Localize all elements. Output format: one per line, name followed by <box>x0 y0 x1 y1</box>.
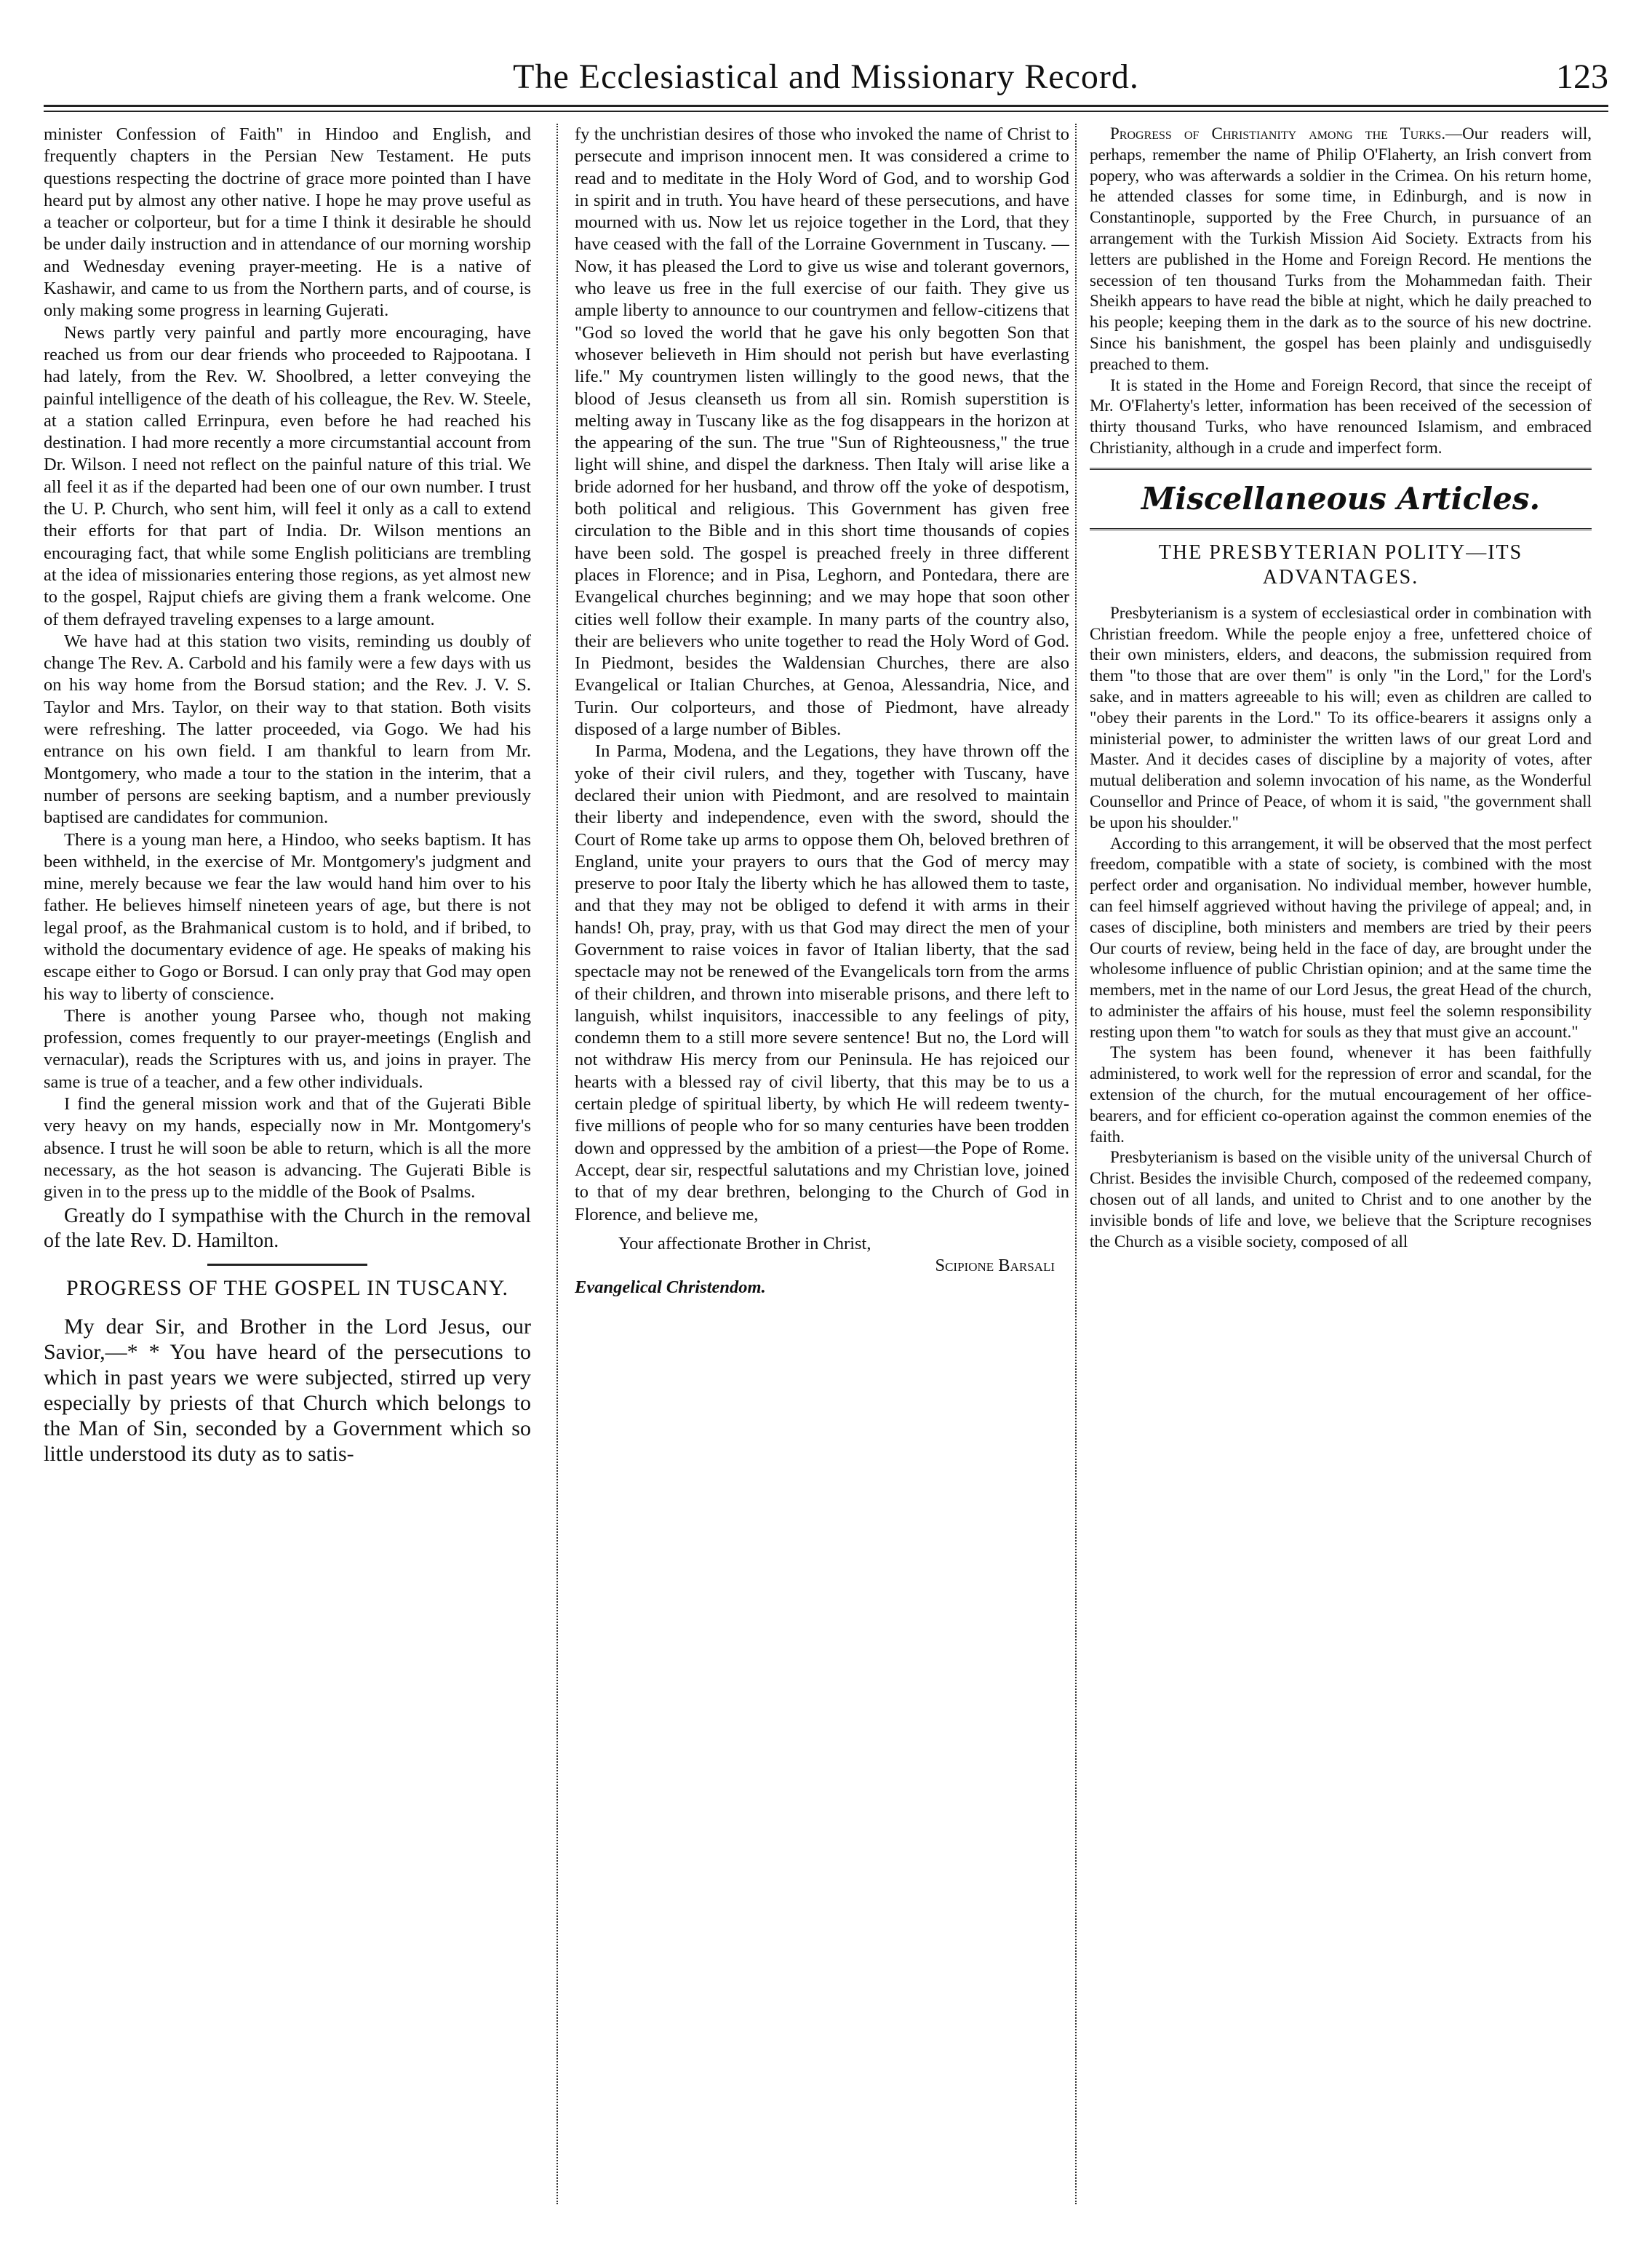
column-divider <box>1075 124 1077 2204</box>
section-heading: Miscellaneous Articles. <box>1141 480 1541 517</box>
column-3 <box>1090 124 1592 2204</box>
paragraph: There is another young Parsee who, though not making profession, comes frequently to our prayer-meetings (English and vernacular), reads the Scriptures with us, and joins in prayer. The same is true of a teacher, and a few other individuals. <box>44 1005 531 1092</box>
paragraph: The system has been found, whenever it has been faithfully administered, to work well for the repression of error and scandal, for the extension of the church, for the mutual encouragement of her office-bearers, and for efficient co-operation against the common enemies of the faith. <box>1090 1043 1592 1146</box>
letter-signatory: Scipione Barsali <box>935 1256 1055 1276</box>
article-run-in-head: Progress of Christianity among the Turks. <box>1110 124 1446 143</box>
paragraph: I find the general mission work and that of the Gujerati Bible very heavy on my hands, especially now in Mr. Montgomery's absence. I trust he will soon be able to return, which is all the more necessary, as the hot season is advancing. The Gujerati Bible is given in to the press up to the middle of the Book of Psalms. <box>44 1094 531 1203</box>
paragraph: Presbyterianism is based on the visible unity of the universal Church of Christ. Besides the invisible Church, composed of the redeemed company, chosen out of all lands, and united to Christ and to one another by the invisible bonds of life and love, we believe that the Scripture recognises the Church as a visible society, composed of all <box>1090 1148 1592 1251</box>
paragraph: It is stated in the Home and Foreign Record, that since the receipt of Mr. O'Flaherty's letter, information has been received of the secession of thirty thousand Turks, who have renounced Islamism, and embraced Christianity, although in a crude and imperfect form. <box>1090 375 1592 457</box>
header-rule-thin <box>44 111 1608 112</box>
page-number: 123 <box>1556 57 1608 96</box>
paragraph: There is a young man here, a Hindoo, who seeks baptism. It has been withheld, in the exercise of Mr. Montgomery's judgment and mine, merely because we fear the law would hand him over to his father. He believes himself nineteen years of age, but there is not legal proof, as the Brahmanical custom is to hold, and if bribed, to withold the documentary evidence of age. He speaks of making his escape either to Gogo or Borsud. I can only pray that God may open his way to liberty of conscience. <box>44 829 531 1004</box>
letter-closing: Your affectionate Brother in Christ, <box>618 1233 871 1253</box>
paragraph: fy the unchristian desires of those who invoked the name of Christ to persecute and imprison innocent men. It was considered a crime to read and to meditate in the Holy Word of God, and to worship God in spirit and in truth. You have heard of these persecutions, and have mourned with us. Now let us rejoice together in the Lord, that they have ceased with the fall of the Lorraine Government in Tuscany. —Now, it has pleased the Lord to give us wise and tolerant governors, who leave us free in the full exercise of our faith. They give us ample liberty to announce to our countrymen and fellow-citizens that "God so loved the world that he gave his only begotten Son that whosever believeth in Him should not perish but have everlasting life." My countrymen listen willingly to the good news, that the blood of Jesus cleanseth us from all sin. Romish superstition is melting away in Tuscany like as the fog disappears in the horizon at the appearing of the sun. The true "Sun of Righteousness," the true light will shine, and dispel the darkness. Then Italy will arise like a bride adorned for her husband, and throw off the yoke of despotism, both political and religious. This Government has given free circulation to the Bible and in this short time thousands of copies have been sold. The gospel is preached freely in three different places in Florence; and in Pisa, Leghorn, and Pontedara, there are Evangelical churches beginning; and we may hope that soon other cities well follow their example. In many parts of the country also, their are believers who unite together to read the Holy Word of God. In Piedmont, besides the Waldensian Churches, there are also Evangelical or Italian Churches, at Genoa, Alessandria, Nice, and Turin. Our colporteurs, and those of Piedmont, have already disposed of a large number of Bibles. <box>575 124 1069 740</box>
article-title: THE PRESBYTERIAN POLITY—ITS ADVANTAGES. <box>1158 541 1523 589</box>
section-heading: PROGRESS OF THE GOSPEL IN TUSCANY. <box>65 1275 508 1300</box>
column-divider <box>556 124 558 2204</box>
column-2 <box>575 124 1069 2204</box>
paragraph: In Parma, Modena, and the Legations, they have thrown off the yoke of their civil rulers, and they, together with Tuscany, have declared their union with Piedmont, and are resolved to maintain their liberty and independence, even with the sword, should the Court of Rome take up arms to oppose them Oh, beloved brethren of England, unite your prayers to ours that the God of mercy may preserve to poor Italy the liberty which he has allowed them to taste, and that they may not be obliged to defend it with arms in their hands! Oh, pray, pray, with us that God may direct the men of your Government to raise voices in favor of Italian liberty, that the sad spectacle may not be renewed of the Evangelicals torn from the arms of their children, and thrown into miserable prisons, and there left to languish, whilst inquisitors, inaccessible to any feelings of pity, condemn them to a still more severe sentence! But no, the Lord will not withdraw His mercy from our Peninsula. He has rejoiced our hearts with a blessed ray of civil liberty, that this may be to us a certain pledge of spiritual liberty, by which He will redeem twenty-five millions of people who for so many centuries have been trodden down and oppressed by the ambition of a priest—the Pope of Rome. Accept, dear sir, respectful salutations and my Christian love, joined to that of my dear brethren, belonging to the Church of God in Florence, and believe me, <box>575 741 1069 1224</box>
paragraph: According to this arrangement, it will be observed that the most perfect freedom, compatible with a state of society, is combined with the most perfect order and organisation. No individual member, however humble, can feel himself aggrieved without having the privilege of appeal; and, in cases of discipline, both ministers and members are tried by their peers Our courts of review, being held in the face of day, are brought under the wholesome influence of public Christian opinion; and at the same time the members, met in the name of our Lord Jesus, the great Head of the church, to administer the affairs of his house, must feel the solemn responsibility resting upon them "to watch for souls as they that must give an account." <box>1090 834 1592 1041</box>
journal-title: The Ecclesiastical and Missionary Record. <box>513 57 1139 96</box>
paragraph <box>1090 124 1592 375</box>
section-divider <box>1090 468 1592 470</box>
column-1 <box>44 124 531 2204</box>
header-rule <box>44 105 1608 107</box>
paragraph: We have had at this station two visits, reminding us doubly of change The Rev. A. Carbold and his family were a few days with us on his way home from the Borsud station; and the Rev. J. V. S. Taylor and Mrs. Taylor, on their way to that station. Both visits were refreshing. The latter proceeded, via Gogo. We had his entrance on his own field. I am thankful to learn from Mr. Montgomery, who made a tour to the station in the interim, that a number of persons are seeking baptism, and a number previously baptised are candidates for communion. <box>44 631 531 828</box>
article-source: Evangelical Christendom. <box>575 1277 766 1298</box>
paragraph: Presbyterianism is a system of ecclesiastical order in combination with Christian freedom. While the people enjoy a free, unfettered choice of their own ministers, elders, and deacons, the submission required from them "to those that are over them" is only "in the Lord," for the Lord's sake, and in matters agreeable to his will; even as children are called to "obey their parents in the Lord." To its office-bearers it assigns only a ministerial power, to administer the written laws of our great Lord and Master. And it decides cases of discipline by a majority of votes, after mutual deliberation and solemn invocation of his name, as the Wonderful Counsellor and Prince of Peace, of whom it is said, "the government shall be upon his shoulder." <box>1090 603 1592 832</box>
running-header <box>44 51 1608 102</box>
section-divider <box>207 1264 367 1266</box>
paragraph-text: —Our readers will, perhaps, remember the name of Philip O'Flaherty, an Irish convert from popery, who was afterwards a soldier in the Crimea. On his return home, he attended classes for some time, in Edinburgh, and is now in Constantinople, supported by the Free Church, in pursuance of an arrangement with the Turkish Mission Aid Society. Extracts from his letters are published in the Home and Foreign Record. He mentions the secession of ten thousand Turks from the Mohammedan faith. Their Sheikh appears to have read the bible at night, which he daily preached to his people; keeping them in the dark as to the source of his new doctrine. Since his banishment, the gospel has been plainly and undisguisedly preached to them. <box>1090 124 1592 373</box>
paragraph: Greatly do I sympathise with the Church in the removal of the late Rev. D. Hamilton. <box>44 1204 531 1252</box>
letter-opening: My dear Sir, and Brother in the Lord Jesus, our Savior,—* * You have heard of the persecutions to which in past years we were subjected, stirred up very especially by priests of that Church which belongs to the Man of Sin, seconded by a Government which so little understood its duty as to satis- <box>44 1314 531 1466</box>
paragraph: News partly very painful and partly more encouraging, have reached us from our dear friends who proceeded to Rajpootana. I had lately, from the Rev. W. Shoolbred, a letter conveying the painful intelligence of the death of his colleague, the Rev. W. Steele, at a station called Errinpura, even before he had reached his destination. I had more recently a more circumstantial account from Dr. Wilson. I need not reflect on the painful nature of this trial. We all feel it as if the departed had been one of our own number. I trust the U. P. Church, who sent him, will feel it only as a call to extend their efforts for that part of India. Dr. Wilson mentions an encouraging fact, that while some English politicians are trembling at the idea of missionaries entering those regions, as yet almost new to the gospel, Rajput chiefs are giving them a frank welcome. One of them defrayed traveling expenses to a large amount. <box>44 322 531 629</box>
section-divider <box>1090 528 1592 530</box>
letter-signature-block <box>575 1233 1069 1299</box>
paragraph: minister Confession of Faith" in Hindoo and English, and frequently chapters in the Persian New Testament. He puts questions respecting the doctrine of grace more pointed than I have heard put by almost any other native. I hope he may prove useful as a teacher or colporteur, but for a time I think it desirable he should be under daily instruction and in attendance of our morning worship and Wednesday evening prayer-meeting. He is a native of Kashawir, and came to us from the Northern parts, and of course, is only making some progress in learning Gujerati. <box>44 124 531 321</box>
